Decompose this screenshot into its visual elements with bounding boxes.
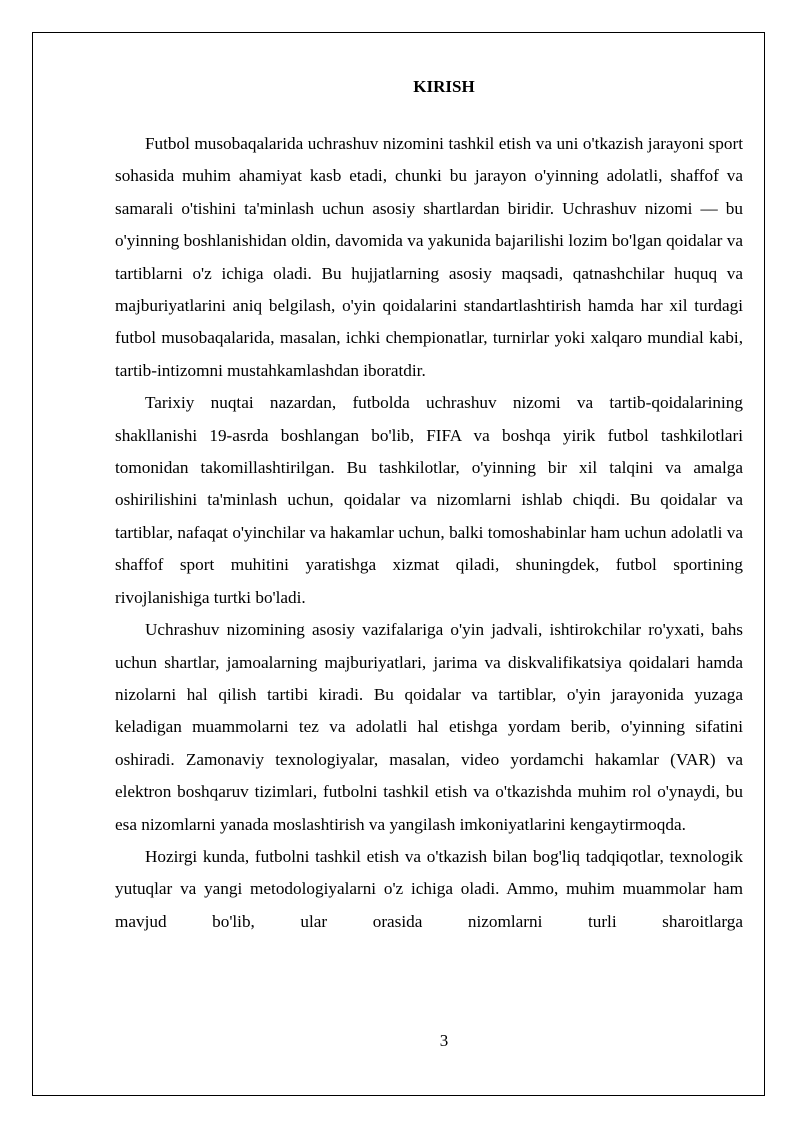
section-heading: KIRISH: [413, 77, 475, 96]
body-text: [115, 128, 743, 938]
paragraph: Futbol musobaqalarida uchrashuv nizomini tashkil etish va uni o'tkazish jarayoni sport sohasida muhim ahamiyat kasb etadi, chunki bu jarayon o'yinning adolatli, shaffof va samarali o'tishini ta'minlash uchun asosiy shartlardan biridir. Uchrashuv nizomi — bu o'yinning boshlanishidan oldin, davomida va yakunida bajarilishi lozim bo'lgan qoidalar va tartiblarni o'z ichiga oladi. Bu hujjatlarning asosiy maqsadi, qatnashchilar huquq va majburiyatlarini aniq belgilash, o'yin qoidalarini standartlashtirish hamda har xil turdagi futbol musobaqalarida, masalan, ichki chempionatlar, turnirlar yoki xalqaro mundial kabi, tartib-intizomni mustahkamlashdan iboratdir.: [115, 134, 743, 380]
paragraph: Hozirgi kunda, futbolni tashkil etish va o'tkazish bilan bog'liq tadqiqotlar, texnologik yutuqlar va yangi metodologiyalarni o'z ichiga oladi. Ammo, muhim muammolar ham mavjud bo'lib, ular orasida nizomlarni turli sharoitlarga: [115, 846, 743, 931]
paragraph: Tarixiy nuqtai nazardan, futbolda uchrashuv nizomi va tartib-qoidalarining shakllanishi 19-asrda boshlangan bo'lib, FIFA va boshqa yirik futbol tashkilotlari tomonidan takomillashtirilgan. Bu tashkilotlar, o'yinning bir xil talqini va amalga oshirilishini ta'minlash uchun, qoidalar va nizomlarni ishlab chiqdi. Bu qoidalar va tartiblar, nafaqat o'yinchilar va hakamlar uchun, balki tomoshabinlar ham uchun adolatli va shaffof sport muhitini yaratishga xizmat qiladi, shuningdek, futbol sportining rivojlanishiga turtki bo'ladi.: [115, 393, 743, 607]
page-number: 3: [439, 1031, 449, 1050]
paragraph: Uchrashuv nizomining asosiy vazifalariga o'yin jadvali, ishtirokchilar ro'yxati, bahs uchun shartlar, jamoalarning majburiyatlari, jarima va diskvalifikatsiya qoidalari hamda nizolarni hal qilish tartibi kiradi. Bu qoidalar va tartiblar, o'yin jarayonida yuzaga keladigan muammolarni tez va adolatli hal etishga yordam berib, o'yinning sifatini oshiradi. Zamonaviy texnologiyalar, masalan, video yordamchi hakamlar (VAR) va elektron boshqaruv tizimlari, futbolni tashkil etish va o'tkazishda muhim rol o'ynaydi, bu esa nizomlarni yanada moslashtirish va yangilash imkoniyatlarini kengaytirmoqda.: [115, 620, 743, 834]
